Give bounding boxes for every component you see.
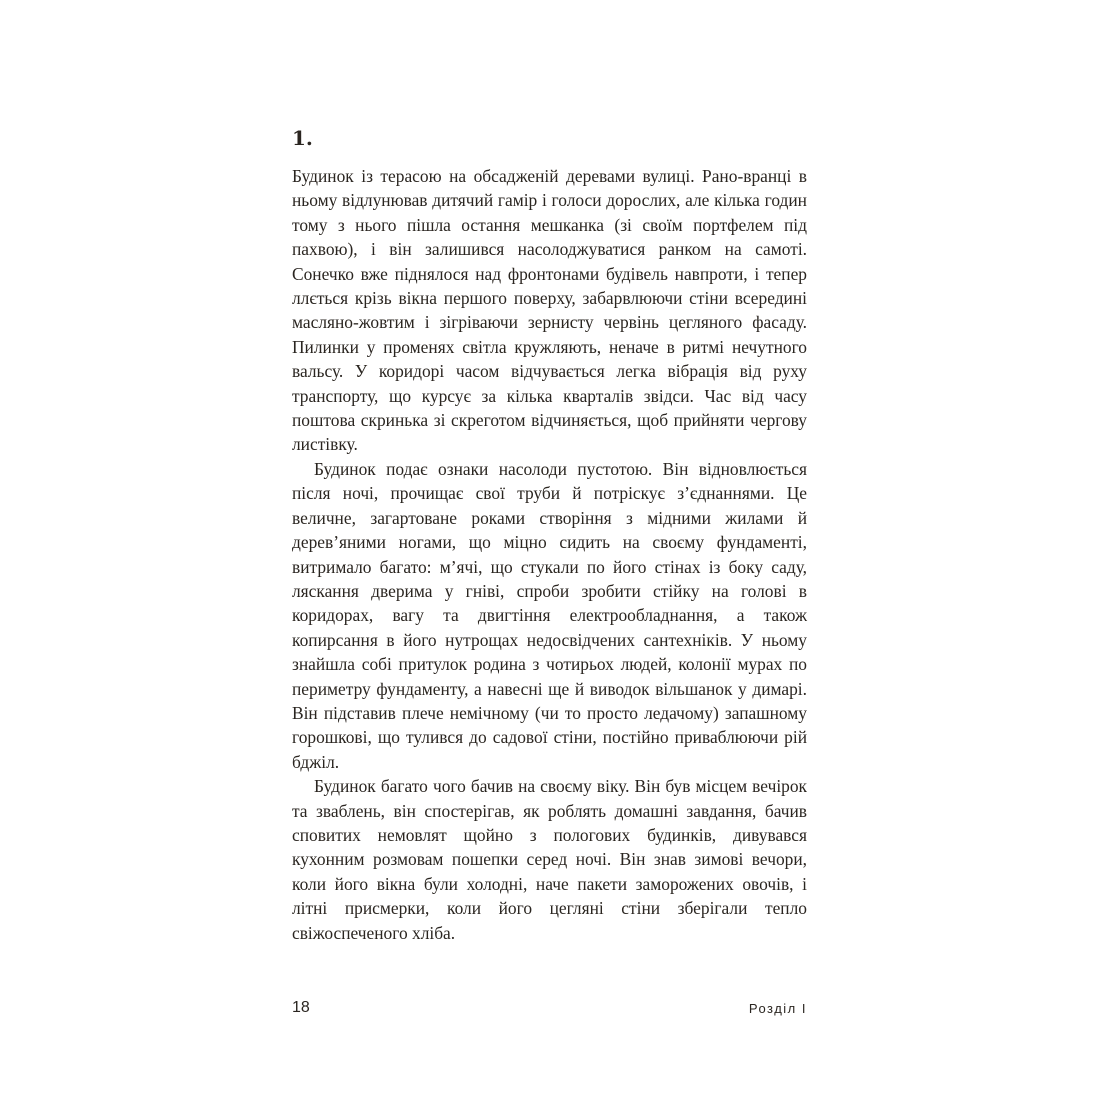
paragraph-3: Будинок багато чого бачив на своєму віку. Він був місцем вечірок та зваблень, він спостерігав, як роблять домашні завдання, бачив сповитих немовлят щойно з пологових будинків, дивувався кухонним розмовам пошепки серед ночі. Він знав зимові вечори, коли його вікна були холодні, наче пакети заморожених овочів, і літні присмерки, коли його цегляні стіни зберігали тепло свіжоспеченого хліба.	[292, 776, 807, 943]
running-footer-section: Розділ I	[748, 1001, 807, 1016]
page-number: 18	[292, 999, 310, 1016]
paragraph-1: Будинок із терасою на обсадженій деревами вулиці. Рано-вранці в ньому відлунював дитячий гамір і голоси дорослих, але кілька годин тому з нього пішла остання мешканка (зі своїм портфелем під пахвою), і він залишився насолоджуватися ранком на самоті. Сонечко вже піднялося над фронтонами будівель навпроти, і тепер ллється крізь вікна першого поверху, забарвлюючи стіни всередині масляно-жовтим і зігріваючи зернисту червінь цегляного фасаду. Пилинки у променях світла кружляють, неначе в ритмі нечутного вальсу. У коридорі часом відчувається легка вібрація від руху транспорту, що курсує за кілька кварталів звідси. Час від часу поштова скринька зі скреготом відчиняється, щоб прийняти чергову листівку.	[292, 166, 807, 455]
body-text	[292, 164, 807, 945]
chapter-number: 1.	[292, 126, 313, 150]
paragraph-2: Будинок подає ознаки насолоди пустотою. Він відновлюється після ночі, прочищає свої труби й потріскує з’єднаннями. Це величне, загартоване роками створіння з мідними жилами й дерев’яними ногами, що міцно сидить на своєму фундаменті, витримало багато: м’ячі, що стукали по його стінах із боку саду, ляскання дверима у гніві, спроби зробити стійку на голові в коридорах, вагу та двигтіння електрообладнання, а також копирсання в його нутрощах недосвідчених сантехніків. У ньому знайшла собі притулок родина з чотирьох людей, колонії мурах по периметру фундаменту, а навесні ще й виводок вільшанок у димарі. Він підставив плече немічному (чи то просто ледачому) запашному горошкові, що тулився до садової стіни, постійно приваблюючи рій бджіл.	[292, 458, 807, 772]
